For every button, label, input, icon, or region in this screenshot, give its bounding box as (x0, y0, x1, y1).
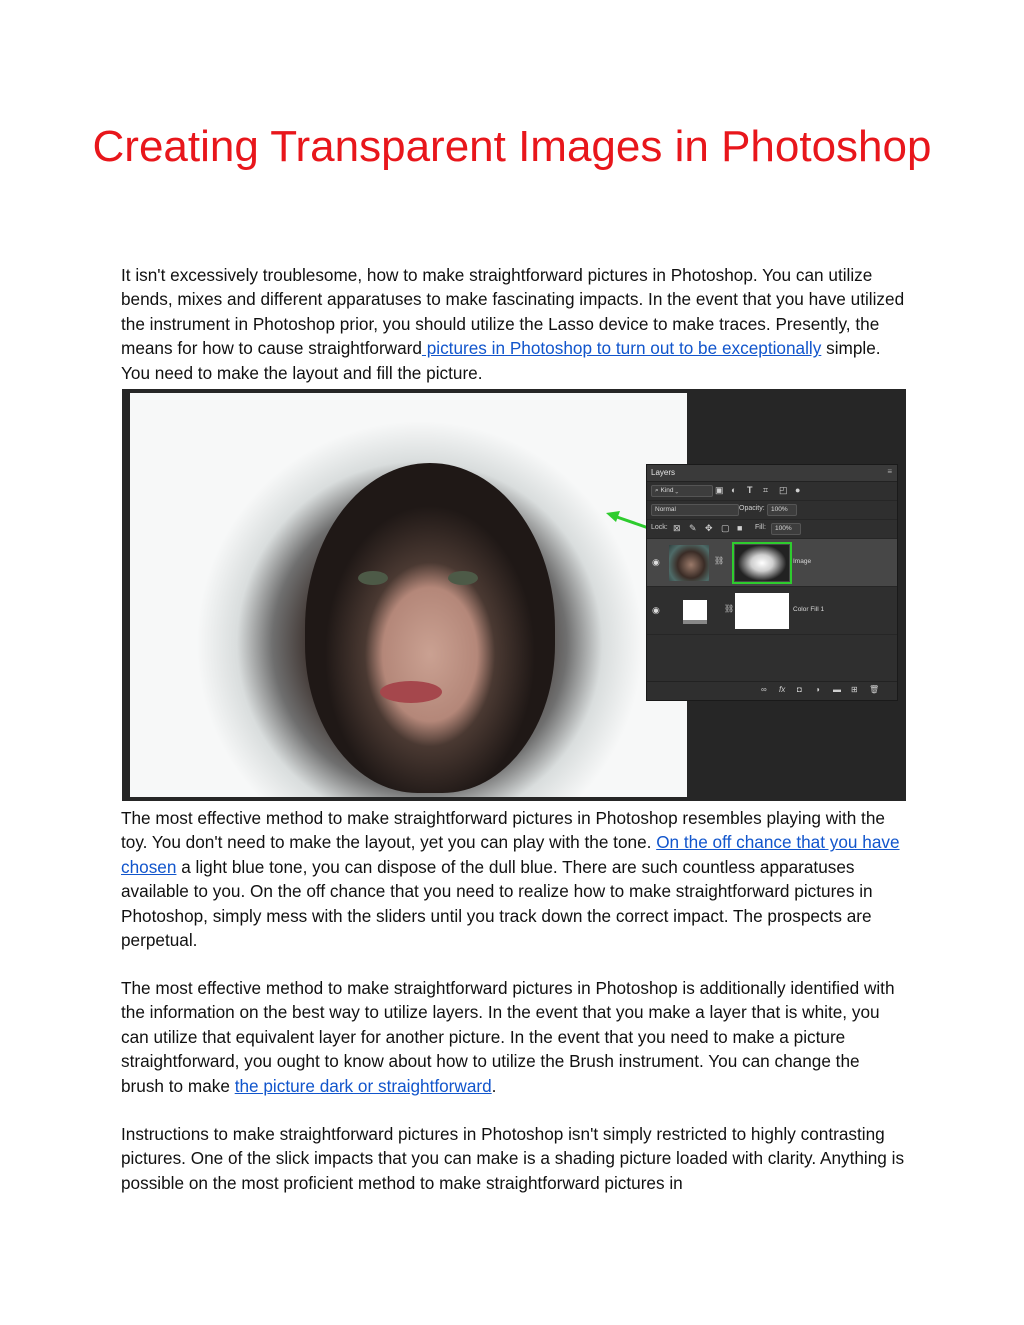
paragraph-text: a light blue tone, you can dispose of the dull blue. There are such countless apparatuses available to you. On the off chance that you need to realize how to make straightforward pictures in Photoshop, simply mess with the sliders until you track down the correct impact. The prospects are perpetual. (121, 856, 873, 951)
visibility-eye-icon[interactable]: ◉ (652, 557, 660, 567)
smart-object-filter-icon[interactable]: ◰ (779, 485, 788, 495)
panel-menu-icon[interactable]: ≡ (887, 467, 892, 476)
fill-input[interactable]: 100% (771, 523, 801, 535)
filter-row (647, 482, 897, 501)
lock-label: Lock: (651, 524, 668, 531)
paragraph-text: The most effective method to make straightforward pictures in Photoshop resembles playing with the toy. You don't need to make the layout, yet you can play with the tone. (121, 808, 885, 853)
lock-transparent-icon[interactable]: ⊠ (673, 523, 681, 533)
layer-thumbnail (669, 545, 709, 581)
layers-tab[interactable]: Layers (651, 468, 676, 477)
link-pictures-in-photoshop[interactable]: pictures in Photoshop to turn out to be exceptionally (421, 338, 822, 359)
opacity-label: Opacity: (739, 505, 765, 512)
paragraph-text: It isn't excessively troublesome, how to make straightforward pictures in Photoshop. You can utilize bends, mixes and different apparatuses to make fascinating impacts. In the event that you have utilized the instrument in Photoshop prior, you should utilize the Lasso device to make traces. Presently, the means for how to cause straightforward (121, 265, 905, 359)
layer-row-color-fill[interactable] (647, 587, 897, 635)
paragraph-instructions: Instructions to make straightforward pictures in Photoshop isn't simply restricted to highly contrasting pictures. One of the slick impacts that you can make is a shading picture loaded with clarity. Anything is possible on the most proficient method to make straightforward pictures in (121, 1124, 905, 1193)
blend-row (647, 501, 897, 520)
opacity-input[interactable]: 100% (767, 504, 797, 516)
fx-icon[interactable]: fx (779, 685, 786, 694)
mask-icon[interactable]: ◘ (797, 685, 802, 694)
lock-pixels-icon[interactable]: ✎ (689, 523, 697, 533)
layer-row-image[interactable] (647, 539, 897, 587)
shape-filter-icon[interactable]: ⌗ (763, 485, 769, 495)
lock-artboard-icon[interactable]: ▢ (721, 523, 730, 533)
link-icon[interactable]: ∞ (761, 685, 767, 694)
adjustment-filter-icon[interactable]: ◐ (731, 485, 737, 495)
visibility-eye-icon[interactable]: ◉ (652, 605, 660, 615)
layer-mask-thumbnail[interactable] (735, 545, 789, 581)
kind-label: Kind (660, 487, 674, 494)
trash-icon[interactable]: 🗑 (869, 685, 880, 694)
adjustment-icon[interactable]: ◑ (815, 685, 820, 694)
layers-panel-footer (647, 681, 897, 700)
lock-all-icon[interactable]: ■ (737, 523, 743, 533)
lock-row (647, 520, 897, 539)
lock-position-icon[interactable]: ✥ (705, 523, 713, 533)
new-layer-icon[interactable]: ⊞ (851, 685, 858, 694)
filter-toggle-icon[interactable]: ● (795, 485, 801, 495)
paragraph-text: The most effective method to make straightforward pictures in Photoshop is additionally identified with the information on the best way to utilize layers. In the event that you make a layer that is white, you can utilize that equivalent layer for another picture. In the event that you need to make a picture straightforward, you ought to know about how to utilize the Brush instrument. You can change the brush to make (121, 978, 895, 1096)
link-picture-dark[interactable]: the picture dark or straightforward (234, 1075, 492, 1096)
fill-label: Fill: (755, 524, 766, 531)
layer-name: Color Fill 1 (793, 606, 825, 613)
paragraph-intro (121, 263, 907, 385)
blend-mode-select[interactable]: Normal (651, 504, 739, 516)
layer-name: Image (793, 558, 812, 565)
paragraph-text: simple. You need to make the layout and fill the picture. (121, 338, 881, 383)
folder-icon[interactable]: ▬ (833, 685, 841, 694)
paragraph-layers (121, 976, 907, 1098)
paragraph-toy (121, 806, 907, 952)
layer-mask-thumbnail[interactable] (735, 593, 789, 629)
photoshop-screenshot-figure (122, 389, 906, 801)
paragraph-text: . (491, 1075, 497, 1096)
page-title: Creating Transparent Images in Photoshop (92, 122, 932, 171)
type-filter-icon[interactable]: T (747, 485, 753, 495)
layers-panel-header (647, 465, 897, 482)
pixel-filter-icon[interactable]: ▣ (715, 485, 724, 495)
link-off-chance-chosen[interactable]: On the off chance that you have chosen (121, 832, 900, 877)
chain-link-icon: ⛓ (714, 556, 725, 565)
kind-filter-select[interactable]: ⌕ Kind ⌄ (651, 485, 713, 497)
layers-panel (646, 464, 898, 701)
fill-layer-thumbnail (683, 600, 707, 624)
chain-link-icon: ⛓ (724, 604, 735, 613)
